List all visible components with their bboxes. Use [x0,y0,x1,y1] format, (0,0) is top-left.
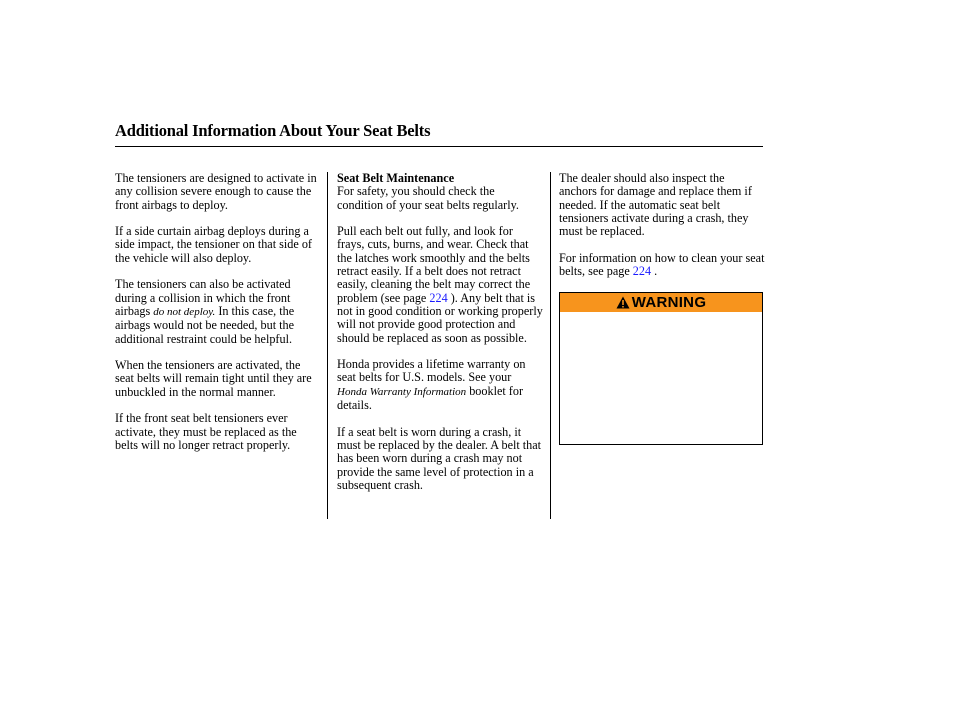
page-link[interactable]: 224 [429,290,448,305]
paragraph-pull-belt [337,225,543,345]
warning-triangle-icon [616,296,630,309]
column-1 [115,172,321,466]
paragraph-text: For information on how to clean your seat belts, see page [559,250,765,279]
paragraph-text: For safety, you should check the condition of your seat belts regularly. [337,184,519,212]
paragraph-crash-replace: If a seat belt is worn during a crash, it must be replaced by the dealer. A belt that has been worn during a crash may not provide the same level of protection in a subsequent crash. [337,424,542,492]
paragraph-side-curtain: If a side curtain airbag deploys during a side impact, the tensioner on that side of the vehicle will also deploy. [115,224,312,265]
paragraph-clean-info [559,252,765,279]
page-title: Additional Information About Your Seat Belts [115,121,431,140]
paragraph-text: Pull each belt out fully, and look for frays, cuts, burns, and wear. Check that the latches work smoothly and the belts retract easily. If a belt does not retract easily, cleaning the belt may correct the problem (see page [337,224,531,305]
paragraph-text: In this case, the airbags would not be needed, but the additional restraint could be helpful. [115,303,295,346]
page-link[interactable]: 224 [632,264,652,279]
emphasis-text: do not deploy. [153,305,216,318]
paragraph-tensioners-also [115,278,321,345]
paragraph-dealer-inspect: The dealer should also inspect the anchors for damage and replace them if needed. If the automatic seat belt tensioners activate during a crash, they must be replaced. [559,171,752,239]
title-divider [115,146,763,147]
warning-label: WARNING [631,294,707,311]
paragraph-text: Honda provides a lifetime warranty on seat belts for U.S. models. See your [337,357,526,385]
paragraph-text: The tensioners can also be activated during a collision in which the front airbags [115,277,291,318]
paragraph-tensioners-activated: When the tensioners are activated, the seat belts will remain tight until they are unbuckled in the normal manner. [115,358,312,399]
maintenance-section [337,172,543,212]
paragraph-replace-tensioners: If the front seat belt tensioners ever activate, they must be replaced as the belts will no longer retract properly. [115,411,297,452]
column-2 [337,172,543,505]
column-divider-2 [550,172,551,519]
paragraph-text: booklet for details. [337,383,524,413]
column-3 [559,172,765,292]
paragraph-text: ). Any belt that is not in good condition or working properly will not provide good protection and should be replaced as soon as possible. [337,290,543,345]
paragraph-tensioners-designed: The tensioners are designed to activate in any collision severe enough to cause the front airbags to deploy. [115,171,317,212]
paragraph-text: . [654,264,658,279]
section-heading: Seat Belt Maintenance [337,171,455,185]
warning-header [560,293,762,312]
column-divider-1 [327,172,328,519]
paragraph-warranty [337,358,543,412]
warning-box [559,292,763,445]
emphasis-text: Honda Warranty Information [337,385,467,398]
